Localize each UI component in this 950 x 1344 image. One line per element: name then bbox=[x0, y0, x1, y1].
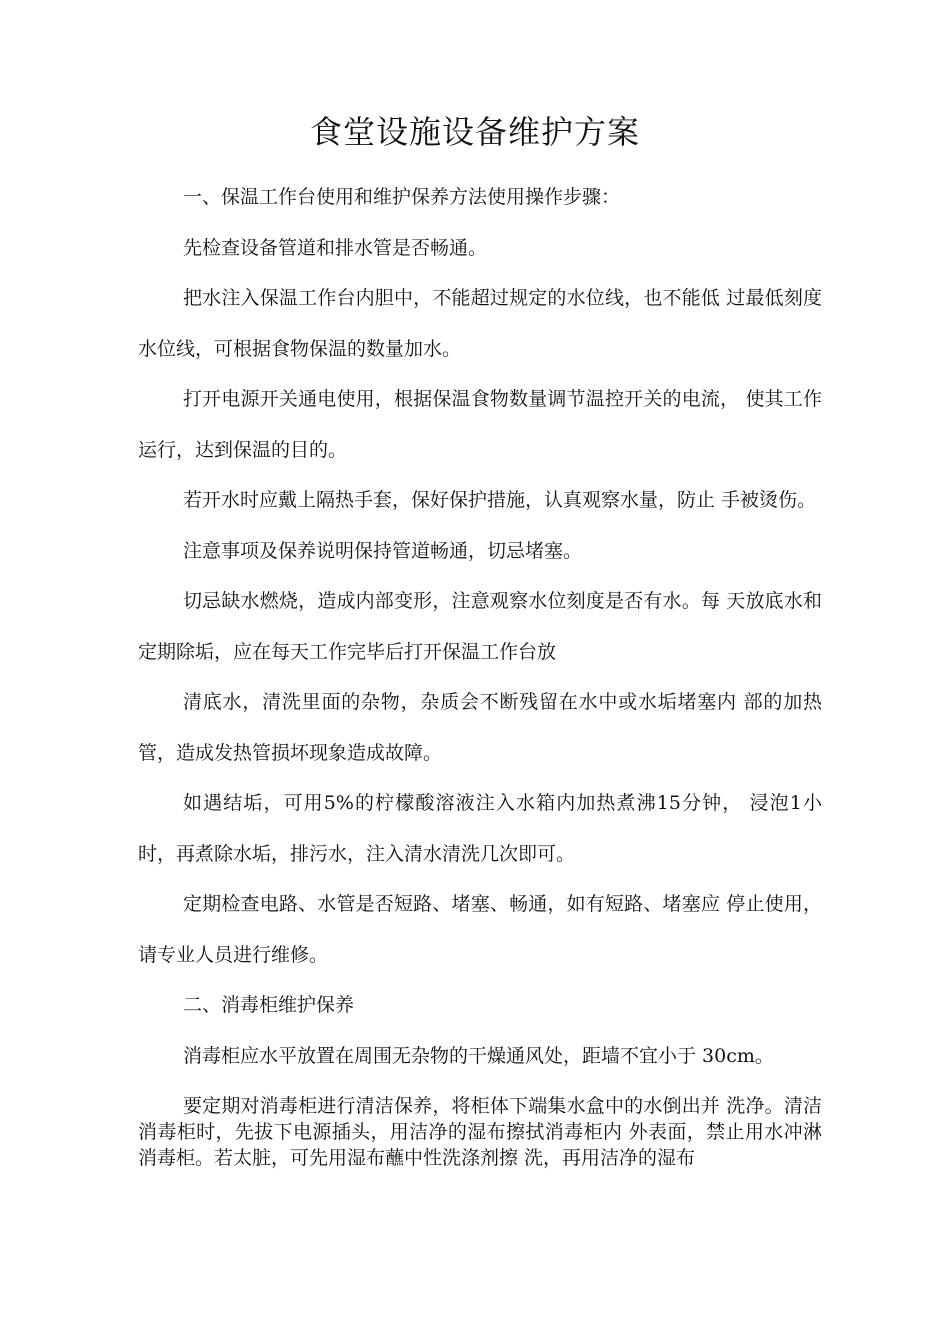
paragraph: 先检查设备管道和排水管是否畅通。 bbox=[183, 236, 488, 259]
document-title: 食堂设施设备维护方案 bbox=[309, 113, 640, 151]
paragraph: 消毒柜应水平放置在周围无杂物的干燥通风处，距墙不宜小于 30cm。 bbox=[183, 1044, 774, 1067]
paragraph: 若开水时应戴上隔热手套，保好保护措施，认真观察水量，防止 手被烫伤。 bbox=[183, 489, 817, 511]
document-body bbox=[138, 172, 822, 1171]
paragraph: 要定期对消毒柜进行清洁保养，将柜体下端集水盒中的水倒出并 洗净。清洁消毒柜时，先拔下电源插头，用洁净的湿布擦拭消毒柜内 外表面，禁止用水冲淋消毒柜。若太脏，可先用湿布蘸中性洗涤剂擦 洗，再用洁净的湿布 bbox=[138, 1095, 822, 1169]
paragraph: 切忌缺水燃烧，造成内部变形，注意观察水位刻度是否有水。每 天放底水和定期除垢，应在每天工作完毕后打开保温工作台放 bbox=[138, 590, 822, 663]
paragraph: 把水注入保温工作台内胆中，不能超过规定的水位线，也不能低 过最低刻度水位线，可根据食物保温的数量加水。 bbox=[138, 287, 822, 360]
paragraph: 如遇结垢，可用5%的柠檬酸溶液注入水箱内加热煮沸15分钟， 浸泡1小时，再煮除水垢，排污水，注入清水清洗几次即可。 bbox=[138, 792, 822, 865]
paragraph: 定期检查电路、水管是否短路、堵塞、畅通，如有短路、堵塞应 停止使用，请专业人员进行维修。 bbox=[138, 893, 822, 966]
heading-section-1: 一、保温工作台使用和维护保养方法使用操作步骤： bbox=[183, 186, 621, 208]
heading-section-2: 二、消毒柜维护保养 bbox=[183, 994, 355, 1016]
paragraph: 清底水，清洗里面的杂物，杂质会不断残留在水中或水垢堵塞内 部的加热管，造成发热管损坏现象造成故障。 bbox=[138, 691, 822, 764]
paragraph: 打开电源开关通电使用，根据保温食物数量调节温控开关的电流， 使其工作运行，达到保温的目的。 bbox=[138, 388, 822, 461]
paragraph: 注意事项及保养说明保持管道畅通，切忌堵塞。 bbox=[183, 539, 583, 562]
